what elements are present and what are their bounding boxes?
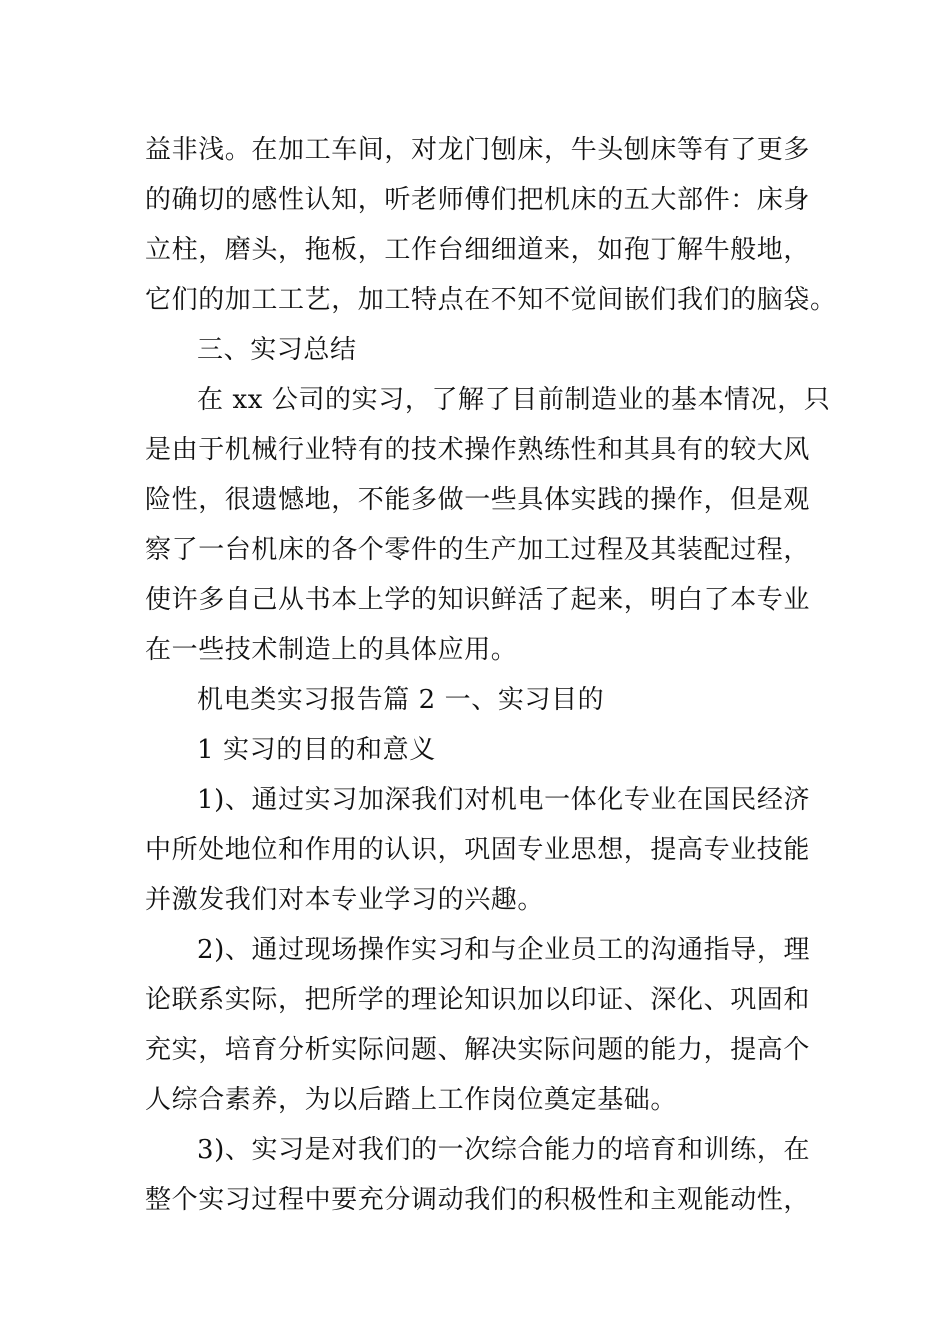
text-line: 险性，很遗憾地，不能多做一些具体实践的操作，但是观 xyxy=(145,485,811,515)
text-line: 并激发我们对本专业学习的兴趣。 xyxy=(145,885,545,915)
text-line: 人综合素养，为以后踏上工作岗位奠定基础。 xyxy=(145,1085,678,1115)
text-line: 1)、通过实习加深我们对机电一体化专业在国民经济 xyxy=(197,785,811,815)
text-line: 的确切的感性认知，听老师傅们把机床的五大部件：床身 xyxy=(145,185,811,215)
text-line: 充实，培育分析实际问题、解决实际问题的能力，提高个 xyxy=(145,1035,811,1065)
text-line: 整个实习过程中要充分调动我们的积极性和主观能动性， xyxy=(145,1185,811,1215)
text-line: 在一些技术制造上的具体应用。 xyxy=(145,635,518,665)
text-line: 中所处地位和作用的认识，巩固专业思想，提高专业技能 xyxy=(145,835,811,865)
text-line: 是由于机械行业特有的技术操作熟练性和其具有的较大风 xyxy=(145,435,811,465)
section-heading: 机电类实习报告篇 2 一、实习目的 xyxy=(197,685,605,715)
subsection-heading: 1 实习的目的和意义 xyxy=(197,735,436,765)
text-line: 论联系实际，把所学的理论知识加以印证、深化、巩固和 xyxy=(145,985,811,1015)
text-line: 在 xx 公司的实习，了解了目前制造业的基本情况，只 xyxy=(197,385,831,415)
text-line: 察了一台机床的各个零件的生产加工过程及其装配过程， xyxy=(145,535,811,565)
text-line: 它们的加工工艺，加工特点在不知不觉间嵌们我们的脑袋。 xyxy=(145,285,837,315)
section-heading: 三、实习总结 xyxy=(197,335,357,365)
text-line: 使许多自己从书本上学的知识鲜活了起来，明白了本专业 xyxy=(145,585,811,615)
text-line: 3)、实习是对我们的一次综合能力的培育和训练，在 xyxy=(197,1135,811,1165)
text-line: 立柱，磨头，拖板，工作台细细道来，如孢丁解牛般地， xyxy=(145,235,811,265)
text-line: 益非浅。在加工车间，对龙门刨床，牛头刨床等有了更多 xyxy=(145,135,811,165)
text-line: 2)、通过现场操作实习和与企业员工的沟通指导，理 xyxy=(197,935,811,965)
